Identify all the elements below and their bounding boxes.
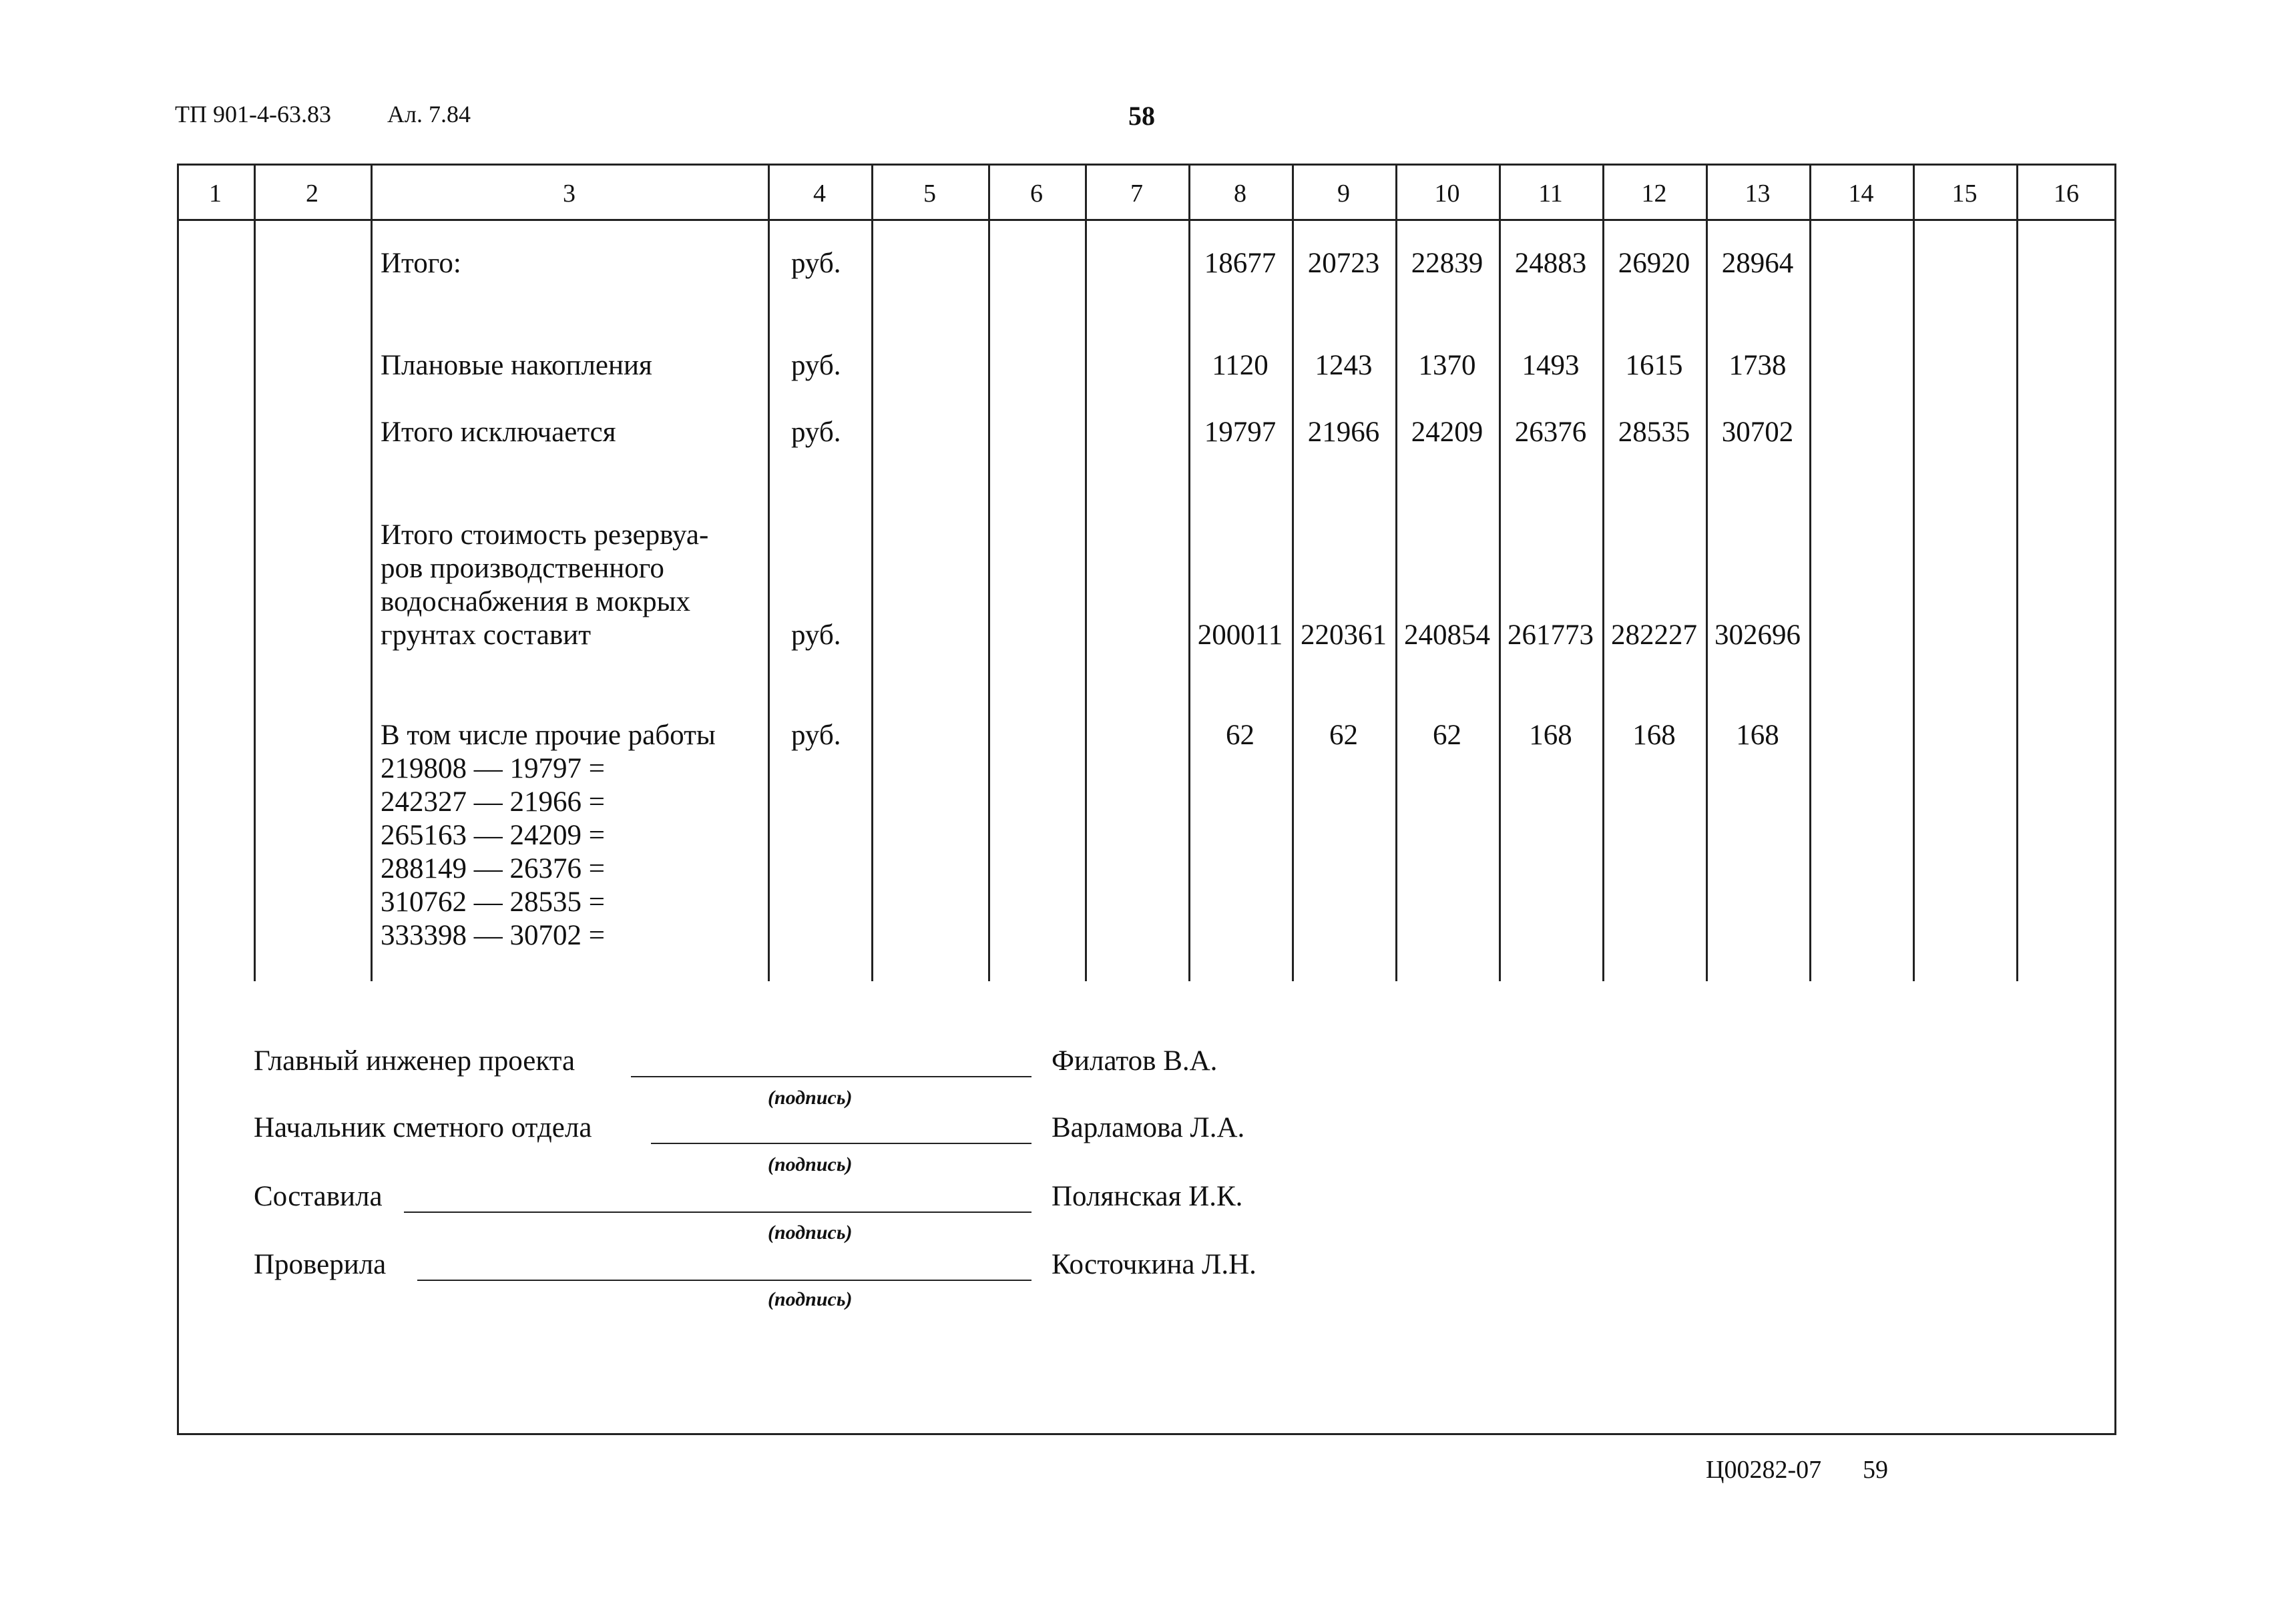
value-cell: 1370: [1418, 350, 1476, 381]
row-label: Итого исключается: [381, 417, 616, 448]
column-divider: [1085, 164, 1087, 981]
column-divider: [1292, 164, 1294, 981]
signature-note: (подпись): [768, 1087, 853, 1109]
value-cell: 168: [1529, 720, 1572, 751]
row-label-line: 333398 — 30702 =: [381, 920, 606, 951]
row-label-line: грунтах составит: [381, 619, 591, 651]
signature-line: [404, 1212, 1031, 1213]
value-cell: 26920: [1618, 248, 1690, 279]
value-cell: 282227: [1611, 619, 1697, 651]
value-cell: 1738: [1729, 350, 1787, 381]
value-cell: 62: [1329, 720, 1358, 751]
value-cell: 1615: [1625, 350, 1683, 381]
column-number: 11: [1538, 180, 1563, 208]
value-cell: 22839: [1411, 248, 1483, 279]
row-label: Плановые накопления: [381, 350, 652, 381]
row-label-line: 219808 — 19797 =: [381, 753, 606, 784]
column-number: 4: [813, 180, 826, 208]
signature-role: Начальник сметного отдела: [254, 1112, 592, 1143]
column-number: 9: [1337, 180, 1350, 208]
value-cell: 26376: [1514, 417, 1587, 448]
row-label: Итого:: [381, 248, 461, 279]
signature-line: [651, 1143, 1031, 1144]
row-unit: руб.: [791, 619, 841, 651]
header-row-divider: [177, 219, 2116, 221]
value-cell: 62: [1226, 720, 1254, 751]
column-number: 5: [923, 180, 936, 208]
row-label-line: 310762 — 28535 =: [381, 886, 606, 918]
column-number: 1: [209, 180, 222, 208]
signature-note: (подпись): [768, 1222, 853, 1244]
signature-note: (подпись): [768, 1153, 853, 1175]
column-number: 10: [1434, 180, 1460, 208]
value-cell: 261773: [1508, 619, 1594, 651]
value-cell: 220361: [1301, 619, 1387, 651]
value-cell: 24209: [1411, 417, 1483, 448]
column-number: 7: [1130, 180, 1143, 208]
row-label-line: 242327 — 21966 =: [381, 786, 606, 818]
column-divider: [1499, 164, 1501, 981]
signature-role: Главный инженер проекта: [254, 1045, 576, 1077]
value-cell: 19797: [1204, 417, 1277, 448]
column-divider: [1602, 164, 1604, 981]
column-divider: [1913, 164, 1915, 981]
row-label-line: ров производственного: [381, 553, 664, 584]
signature-role: Проверила: [254, 1249, 387, 1280]
footer-code: Ц00282-07: [1706, 1456, 1822, 1484]
row-label-line: водоснабжения в мокрых: [381, 586, 691, 617]
column-number: 6: [1030, 180, 1043, 208]
column-divider: [1706, 164, 1708, 981]
row-unit: руб.: [791, 248, 841, 279]
value-cell: 1120: [1212, 350, 1269, 381]
value-cell: 302696: [1714, 619, 1801, 651]
value-cell: 18677: [1204, 248, 1277, 279]
value-cell: 1493: [1522, 350, 1580, 381]
value-cell: 62: [1433, 720, 1461, 751]
value-cell: 21966: [1307, 417, 1380, 448]
column-divider: [2016, 164, 2018, 981]
signature-name: Филатов В.А.: [1052, 1045, 1218, 1077]
value-cell: 1243: [1315, 350, 1373, 381]
column-divider: [1809, 164, 1811, 981]
row-unit: руб.: [791, 417, 841, 448]
column-divider: [768, 164, 770, 981]
signature-name: Варламова Л.А.: [1052, 1112, 1245, 1143]
value-cell: 168: [1736, 720, 1779, 751]
row-unit: руб.: [791, 350, 841, 381]
column-divider: [988, 164, 990, 981]
column-number: 13: [1745, 180, 1771, 208]
row-label-line: 288149 — 26376 =: [381, 853, 606, 884]
value-cell: 240854: [1404, 619, 1490, 651]
value-cell: 168: [1632, 720, 1676, 751]
value-cell: 24883: [1514, 248, 1587, 279]
column-divider: [371, 164, 373, 981]
signature-line: [631, 1076, 1031, 1077]
value-cell: 200011: [1197, 619, 1283, 651]
page-number: 58: [1128, 101, 1155, 131]
row-label-line: 265163 — 24209 =: [381, 820, 606, 851]
row-label-line: Итого стоимость резервуа-: [381, 519, 709, 551]
column-divider: [1188, 164, 1190, 981]
signature-role: Составила: [254, 1181, 383, 1212]
signature-name: Косточкина Л.Н.: [1052, 1249, 1256, 1280]
signature-note: (подпись): [768, 1288, 853, 1310]
column-number: 8: [1234, 180, 1246, 208]
column-number: 2: [306, 180, 318, 208]
album-number: Ал. 7.84: [387, 101, 471, 127]
column-number: 14: [1848, 180, 1874, 208]
column-number: 3: [563, 180, 576, 208]
column-divider: [254, 164, 256, 981]
signature-name: Полянская И.К.: [1052, 1181, 1243, 1212]
signature-line: [417, 1280, 1031, 1281]
footer-page: 59: [1863, 1456, 1888, 1484]
value-cell: 20723: [1307, 248, 1380, 279]
column-number: 12: [1641, 180, 1667, 208]
row-label-line: В том числе прочие работы: [381, 720, 716, 751]
document-code: ТП 901-4-63.83: [175, 101, 331, 127]
column-divider: [871, 164, 873, 981]
value-cell: 28964: [1721, 248, 1794, 279]
column-divider: [1395, 164, 1397, 981]
column-number: 16: [2054, 180, 2079, 208]
value-cell: 28535: [1618, 417, 1690, 448]
column-number: 15: [1951, 180, 1978, 208]
value-cell: 30702: [1721, 417, 1794, 448]
row-unit: руб.: [791, 720, 841, 751]
